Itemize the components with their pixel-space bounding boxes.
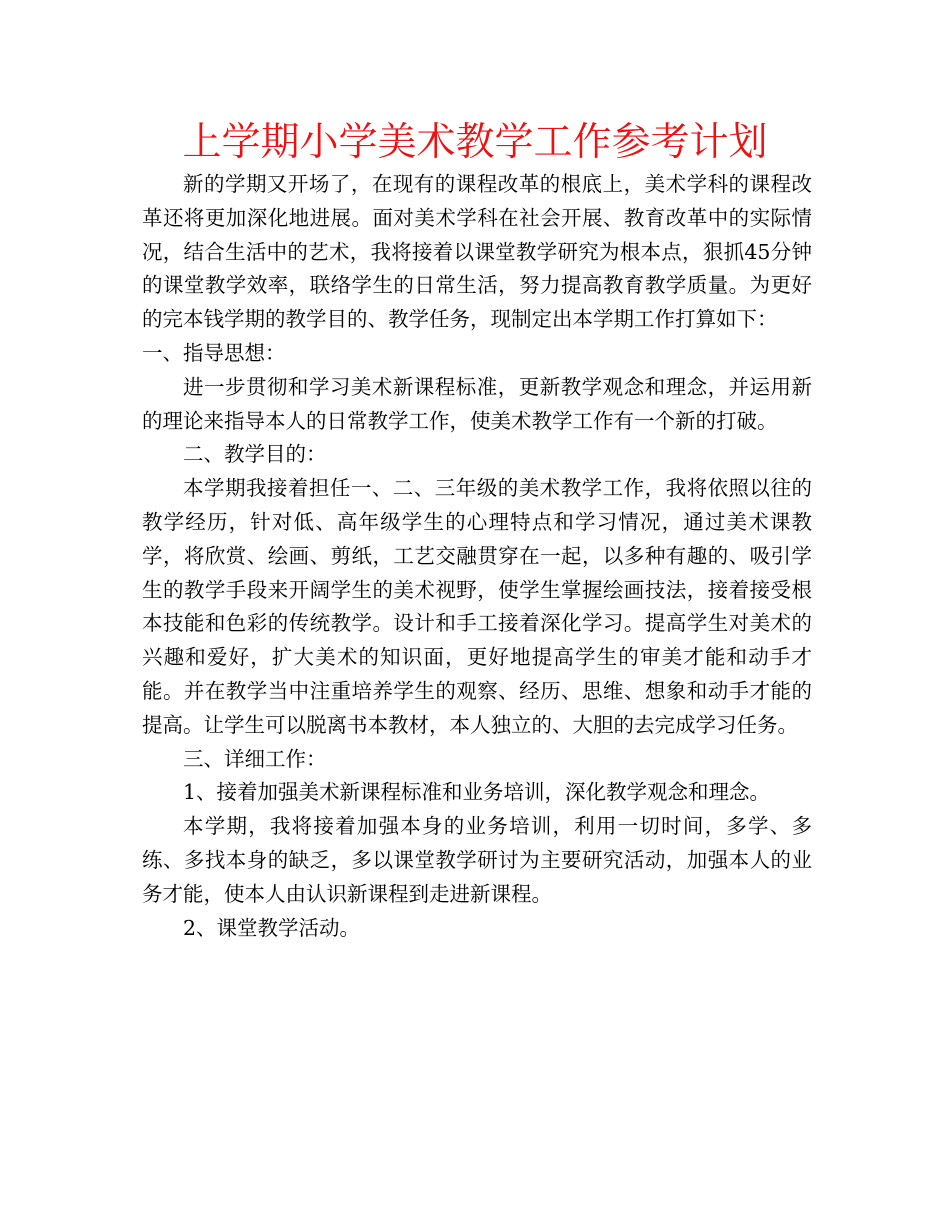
paragraph-item-1: 本学期，我将接着加强本身的业务培训，利用一切时间，多学、多练、多找本身的缺乏，多以课堂教学研讨为主要研究活动，加强本人的业务才能，使本人由认识新课程到走进新课程。: [142, 814, 812, 906]
document-title: 上学期小学美术教学工作参考计划: [182, 120, 768, 165]
paragraph-teaching-goals: 本学期我接着担任一、二、三年级的美术教学工作，我将依照以往的教学经历，针对低、高年级学生的心理特点和学习情况，通过美术课教学，将欣赏、绘画、剪纸，工艺交融贯穿在一起，以多种有趣的、吸引学生的教学手段来开阔学生的美术视野，使学生掌握绘画技法，接着接受根本技能和色彩的传统教学。设计和手工接着深化学习。提高学生对美术的兴趣和爱好，扩大美术的知识面，更好地提高学生的审美才能和动手才能。并在教学当中注重培养学生的观察、经历、思维、想象和动手才能的提高。让学生可以脱离书本教材，本人独立的、大胆的去完成学习任务。: [142, 476, 812, 737]
paragraph-intro: 新的学期又开场了，在现有的课程改革的根底上，美术学科的课程改革还将更加深化地进展。面对美术学科在社会开展、教育改革中的实际情况，结合生活中的艺术，我将接着以课堂教学研究为根本点，狠抓45分钟的课堂教学效率，联络学生的日常生活，努力提高教育教学质量。为更好的完本钱学期的教学目的、教学任务，现制定出本学期工作打算如下：: [142, 172, 812, 332]
heading-teaching-goals: 二、教学目的：: [183, 442, 327, 467]
heading-detailed-work: 三、详细工作：: [183, 746, 327, 771]
document-body: [142, 168, 812, 945]
heading-guiding-thought: 一、指导思想：: [142, 340, 286, 365]
paragraph-guiding-thought: 进一步贯彻和学习美术新课程标准，更新教学观念和理念，并运用新的理论来指导本人的日常教学工作，使美术教学工作有一个新的打破。: [142, 374, 812, 433]
item-1-heading: 1、接着加强美术新课程标准和业务培训，深化教学观念和理念。: [183, 780, 771, 805]
item-2-heading: 2、课堂教学活动。: [183, 915, 361, 940]
